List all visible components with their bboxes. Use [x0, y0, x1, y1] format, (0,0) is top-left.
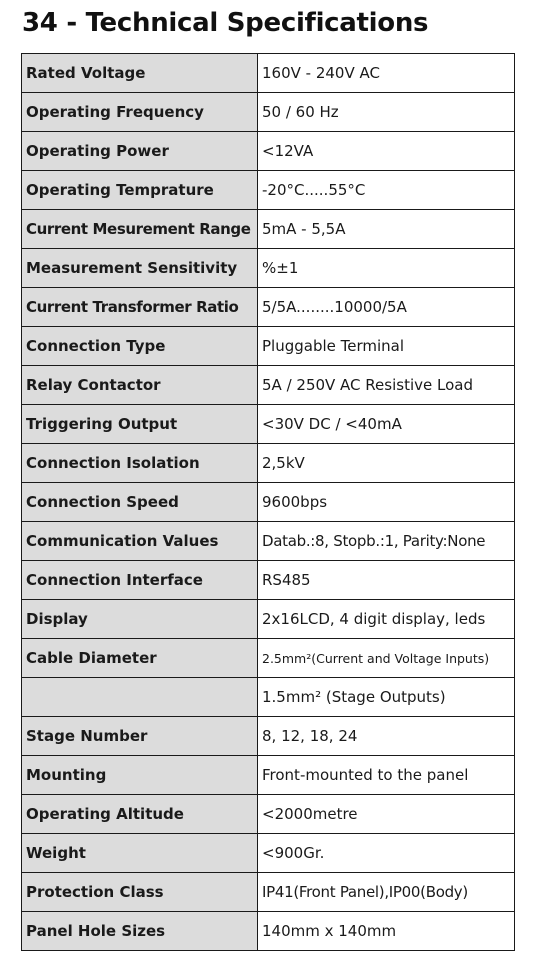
table-row: [22, 795, 515, 834]
spec-value: <12VA: [258, 132, 515, 171]
table-row: [22, 873, 515, 912]
table-row: [22, 717, 515, 756]
spec-label: Operating Frequency: [22, 93, 258, 132]
spec-label: Current Mesurement Range: [22, 210, 258, 249]
spec-value: Datab.:8, Stopb.:1, Parity:None: [258, 522, 515, 561]
spec-value: IP41(Front Panel),IP00(Body): [258, 873, 515, 912]
table-row: [22, 327, 515, 366]
table-row: [22, 288, 515, 327]
table-row: [22, 678, 515, 717]
spec-label: Display: [22, 600, 258, 639]
spec-label: Rated Voltage: [22, 54, 258, 93]
table-row: [22, 483, 515, 522]
spec-value: 2,5kV: [258, 444, 515, 483]
spec-value: Front-mounted to the panel: [258, 756, 515, 795]
spec-value: %±1: [258, 249, 515, 288]
spec-value: RS485: [258, 561, 515, 600]
table-row: [22, 54, 515, 93]
table-row: [22, 249, 515, 288]
spec-value: -20°C.....55°C: [258, 171, 515, 210]
spec-label: Protection Class: [22, 873, 258, 912]
spec-value: 5mA - 5,5A: [258, 210, 515, 249]
page-title: 34 - Technical Specifications: [22, 8, 429, 38]
spec-value: <30V DC / <40mA: [258, 405, 515, 444]
spec-value: <2000metre: [258, 795, 515, 834]
spec-label: Operating Temprature: [22, 171, 258, 210]
spec-label: Measurement Sensitivity: [22, 249, 258, 288]
spec-label: Operating Power: [22, 132, 258, 171]
spec-label: Weight: [22, 834, 258, 873]
spec-label: [22, 678, 258, 717]
table-row: [22, 210, 515, 249]
spec-value: 1.5mm² (Stage Outputs): [258, 678, 515, 717]
spec-label: Connection Interface: [22, 561, 258, 600]
spec-value: 5A / 250V AC Resistive Load: [258, 366, 515, 405]
spec-label: Cable Diameter: [22, 639, 258, 678]
table-row: [22, 561, 515, 600]
spec-label: Operating Altitude: [22, 795, 258, 834]
spec-label: Connection Isolation: [22, 444, 258, 483]
spec-value: <900Gr.: [258, 834, 515, 873]
table-row: [22, 132, 515, 171]
table-row: [22, 600, 515, 639]
spec-label: Connection Speed: [22, 483, 258, 522]
spec-label: Stage Number: [22, 717, 258, 756]
spec-label: Relay Contactor: [22, 366, 258, 405]
spec-label: Panel Hole Sizes: [22, 912, 258, 951]
spec-label: Connection Type: [22, 327, 258, 366]
table-row: [22, 912, 515, 951]
table-row: [22, 639, 515, 678]
table-row: [22, 444, 515, 483]
spec-value: 140mm x 140mm: [258, 912, 515, 951]
table-row: [22, 366, 515, 405]
specifications-table: [21, 53, 515, 951]
spec-label: Mounting: [22, 756, 258, 795]
spec-value: 9600bps: [258, 483, 515, 522]
spec-label: Communication Values: [22, 522, 258, 561]
table-row: [22, 522, 515, 561]
table-row: [22, 405, 515, 444]
spec-value: 50 / 60 Hz: [258, 93, 515, 132]
spec-value: Pluggable Terminal: [258, 327, 515, 366]
spec-value: 2.5mm²(Current and Voltage Inputs): [258, 639, 515, 678]
spec-value: 8, 12, 18, 24: [258, 717, 515, 756]
spec-label: Triggering Output: [22, 405, 258, 444]
spec-label: Current Transformer Ratio: [22, 288, 258, 327]
spec-value: 5/5A........10000/5A: [258, 288, 515, 327]
table-row: [22, 834, 515, 873]
spec-value: 160V - 240V AC: [258, 54, 515, 93]
table-row: [22, 171, 515, 210]
table-row: [22, 756, 515, 795]
spec-value: 2x16LCD, 4 digit display, leds: [258, 600, 515, 639]
table-row: [22, 93, 515, 132]
